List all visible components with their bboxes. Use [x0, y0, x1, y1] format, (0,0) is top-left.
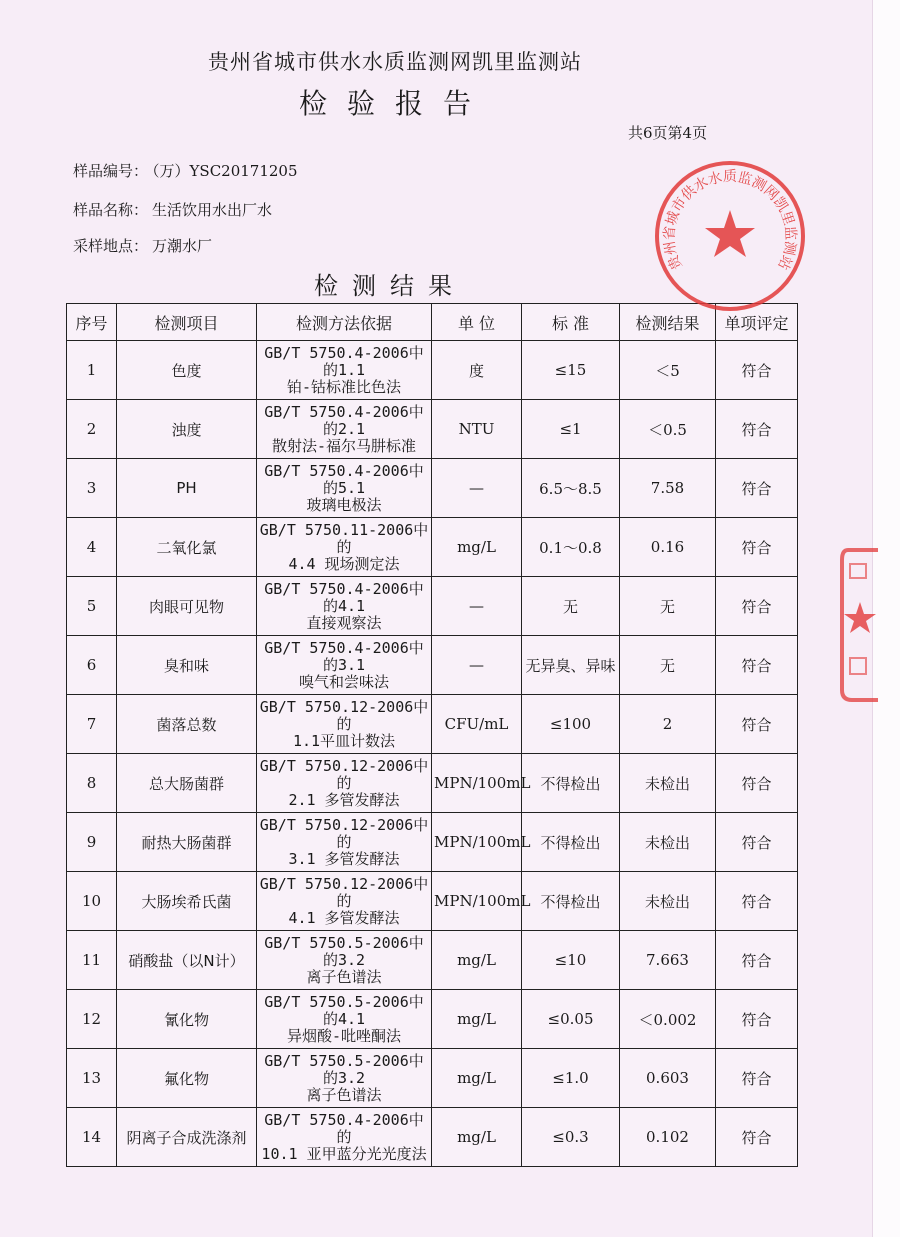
cell-method — [257, 577, 432, 636]
cell-result: ＜5 — [620, 341, 716, 400]
sample-id-label: 样品编号： — [73, 162, 149, 180]
method-line-1: GB/T 5750.11-2006中的 — [259, 520, 429, 556]
cell-item: 臭和味 — [117, 636, 257, 695]
cell-standard: ≤1.0 — [522, 1049, 620, 1108]
sampling-location-value: 万潮水厂 — [152, 237, 213, 255]
cell-item: 大肠埃希氏菌 — [117, 872, 257, 931]
cell-item: 肉眼可见物 — [117, 577, 257, 636]
cell-method — [257, 754, 432, 813]
cell-result: 7.663 — [620, 931, 716, 990]
cell-no: 4 — [67, 518, 117, 577]
cell-verdict: 符合 — [716, 813, 798, 872]
cell-no: 6 — [67, 636, 117, 695]
table-row — [67, 1049, 798, 1108]
method-line-2: 4.1 多管发酵法 — [288, 908, 400, 927]
table-row — [67, 518, 798, 577]
cell-item: 总大肠菌群 — [117, 754, 257, 813]
report-title: 检验报告 — [298, 87, 491, 120]
cell-method — [257, 990, 432, 1049]
cell-standard: ≤10 — [522, 931, 620, 990]
cell-unit: — — [432, 459, 522, 518]
header-no: 序号 — [67, 304, 117, 341]
cell-result: 7.58 — [620, 459, 716, 518]
sample-id-value: （万）YSC20171205 — [152, 162, 298, 180]
cell-unit: NTU — [432, 400, 522, 459]
table-row — [67, 754, 798, 813]
cell-method — [257, 1108, 432, 1167]
table-row — [67, 872, 798, 931]
cell-no: 2 — [67, 400, 117, 459]
cell-method — [257, 1049, 432, 1108]
seal-star-icon — [705, 210, 755, 257]
cell-unit: MPN/100mL — [432, 754, 522, 813]
method-line-2: 嗅气和尝味法 — [298, 672, 389, 691]
cell-standard: 不得检出 — [522, 813, 620, 872]
cell-unit: mg/L — [432, 990, 522, 1049]
method-line-2: 3.1 多管发酵法 — [288, 849, 400, 868]
table-row — [67, 400, 798, 459]
sample-name — [73, 199, 272, 220]
method-line-2: 异烟酸-吡唑酮法 — [286, 1026, 402, 1045]
cell-unit: mg/L — [432, 1108, 522, 1167]
cell-standard: ≤100 — [522, 695, 620, 754]
cell-method — [257, 341, 432, 400]
cell-item: 氟化物 — [117, 1049, 257, 1108]
cell-standard: ≤0.05 — [522, 990, 620, 1049]
table-row — [67, 695, 798, 754]
cell-item: 浊度 — [117, 400, 257, 459]
cell-standard: 不得检出 — [522, 872, 620, 931]
cell-result: ＜0.002 — [620, 990, 716, 1049]
cell-no: 7 — [67, 695, 117, 754]
header-result: 检测结果 — [620, 304, 716, 341]
cell-item: 阴离子合成洗涤剂 — [117, 1108, 257, 1167]
table-row — [67, 813, 798, 872]
cell-no: 8 — [67, 754, 117, 813]
cell-unit: mg/L — [432, 931, 522, 990]
cell-method — [257, 813, 432, 872]
method-line-2: 铂-钴标准比色法 — [286, 377, 402, 396]
cell-unit: mg/L — [432, 1049, 522, 1108]
sample-name-label: 样品名称： — [73, 201, 149, 219]
cell-verdict: 符合 — [716, 931, 798, 990]
cell-verdict: 符合 — [716, 577, 798, 636]
cell-standard: 无异臭、异味 — [522, 636, 620, 695]
method-line-1: GB/T 5750.4-2006中的1.1 — [264, 343, 424, 379]
cell-standard: 无 — [522, 577, 620, 636]
cell-standard: 不得检出 — [522, 754, 620, 813]
cell-item: 菌落总数 — [117, 695, 257, 754]
table-row — [67, 1108, 798, 1167]
sampling-location — [73, 235, 212, 256]
results-table — [66, 303, 798, 1167]
cell-result: 无 — [620, 577, 716, 636]
header-unit: 单 位 — [432, 304, 522, 341]
cell-method — [257, 931, 432, 990]
method-line-2: 2.1 多管发酵法 — [288, 790, 400, 809]
cell-no: 10 — [67, 872, 117, 931]
cell-verdict: 符合 — [716, 1049, 798, 1108]
method-line-1: GB/T 5750.12-2006中的 — [259, 756, 429, 792]
method-line-2: 1.1平皿计数法 — [292, 731, 396, 750]
cell-unit: MPN/100mL — [432, 813, 522, 872]
cell-verdict: 符合 — [716, 400, 798, 459]
cell-no: 14 — [67, 1108, 117, 1167]
seam-seal — [838, 540, 878, 710]
table-row — [67, 577, 798, 636]
cell-verdict: 符合 — [716, 695, 798, 754]
organization-name: 贵州省城市供水水质监测网凯里监测站 — [208, 50, 582, 74]
header-standard: 标 准 — [522, 304, 620, 341]
cell-verdict: 符合 — [716, 872, 798, 931]
sample-name-value: 生活饮用水出厂水 — [152, 201, 273, 219]
cell-unit: — — [432, 636, 522, 695]
sampling-location-label: 采样地点： — [73, 237, 149, 255]
method-line-2: 离子色谱法 — [306, 1085, 382, 1104]
page-number: 共6页第4页 — [628, 124, 708, 142]
cell-verdict: 符合 — [716, 341, 798, 400]
method-line-1: GB/T 5750.5-2006中的3.2 — [264, 1051, 424, 1087]
header-method: 检测方法依据 — [257, 304, 432, 341]
table-row — [67, 931, 798, 990]
method-line-2: 玻璃电极法 — [306, 495, 382, 514]
method-line-1: GB/T 5750.4-2006中的3.1 — [264, 638, 424, 674]
method-line-1: GB/T 5750.12-2006中的 — [259, 697, 429, 733]
cell-verdict: 符合 — [716, 990, 798, 1049]
cell-verdict: 符合 — [716, 459, 798, 518]
cell-item: PH — [117, 459, 257, 518]
method-line-1: GB/T 5750.4-2006中的5.1 — [264, 461, 424, 497]
cell-result: 未检出 — [620, 813, 716, 872]
cell-no: 3 — [67, 459, 117, 518]
method-line-1: GB/T 5750.4-2006中的 — [264, 1110, 424, 1146]
seam-seal-star-icon — [844, 602, 876, 633]
cell-verdict: 符合 — [716, 518, 798, 577]
cell-method — [257, 872, 432, 931]
cell-no: 5 — [67, 577, 117, 636]
method-line-1: GB/T 5750.12-2006中的 — [259, 874, 429, 910]
cell-result: 未检出 — [620, 754, 716, 813]
method-line-1: GB/T 5750.4-2006中的4.1 — [264, 579, 424, 615]
cell-result: ＜0.5 — [620, 400, 716, 459]
cell-result: 0.102 — [620, 1108, 716, 1167]
seal-text: 贵州省城市供水水质监测网凯里监测站 — [661, 169, 799, 273]
cell-standard: 6.5～8.5 — [522, 459, 620, 518]
cell-method — [257, 518, 432, 577]
cell-unit: — — [432, 577, 522, 636]
method-line-2: 10.1 亚甲蓝分光光度法 — [261, 1144, 427, 1163]
method-line-2: 离子色谱法 — [306, 967, 382, 986]
cell-no: 9 — [67, 813, 117, 872]
cell-result: 2 — [620, 695, 716, 754]
cell-standard: ≤15 — [522, 341, 620, 400]
header-verdict: 单项评定 — [716, 304, 798, 341]
cell-item: 耐热大肠菌群 — [117, 813, 257, 872]
results-title: 检测结果 — [314, 272, 466, 300]
cell-verdict: 符合 — [716, 636, 798, 695]
cell-unit: mg/L — [432, 518, 522, 577]
cell-unit: CFU/mL — [432, 695, 522, 754]
cell-method — [257, 400, 432, 459]
official-seal — [652, 158, 808, 314]
method-line-1: GB/T 5750.5-2006中的4.1 — [264, 992, 424, 1028]
method-line-1: GB/T 5750.5-2006中的3.2 — [264, 933, 424, 969]
header-item: 检测项目 — [117, 304, 257, 341]
cell-verdict: 符合 — [716, 754, 798, 813]
table-row — [67, 990, 798, 1049]
cell-method — [257, 459, 432, 518]
cell-standard: ≤1 — [522, 400, 620, 459]
cell-result: 未检出 — [620, 872, 716, 931]
cell-no: 13 — [67, 1049, 117, 1108]
cell-unit: MPN/100mL — [432, 872, 522, 931]
cell-method — [257, 695, 432, 754]
cell-standard: 0.1～0.8 — [522, 518, 620, 577]
method-line-2: 直接观察法 — [306, 613, 382, 632]
cell-method — [257, 636, 432, 695]
method-line-2: 4.4 现场测定法 — [288, 554, 400, 573]
table-row — [67, 636, 798, 695]
table-row — [67, 459, 798, 518]
cell-unit: 度 — [432, 341, 522, 400]
cell-item: 硝酸盐（以N计） — [117, 931, 257, 990]
table-row — [67, 341, 798, 400]
cell-standard: ≤0.3 — [522, 1108, 620, 1167]
cell-result: 无 — [620, 636, 716, 695]
cell-item: 二氧化氯 — [117, 518, 257, 577]
cell-no: 1 — [67, 341, 117, 400]
cell-result: 0.16 — [620, 518, 716, 577]
cell-item: 色度 — [117, 341, 257, 400]
cell-verdict: 符合 — [716, 1108, 798, 1167]
cell-no: 12 — [67, 990, 117, 1049]
method-line-1: GB/T 5750.4-2006中的2.1 — [264, 402, 424, 438]
method-line-1: GB/T 5750.12-2006中的 — [259, 815, 429, 851]
cell-result: 0.603 — [620, 1049, 716, 1108]
cell-no: 11 — [67, 931, 117, 990]
sample-id — [73, 160, 298, 181]
cell-item: 氰化物 — [117, 990, 257, 1049]
method-line-2: 散射法-福尔马肼标准 — [271, 436, 417, 455]
